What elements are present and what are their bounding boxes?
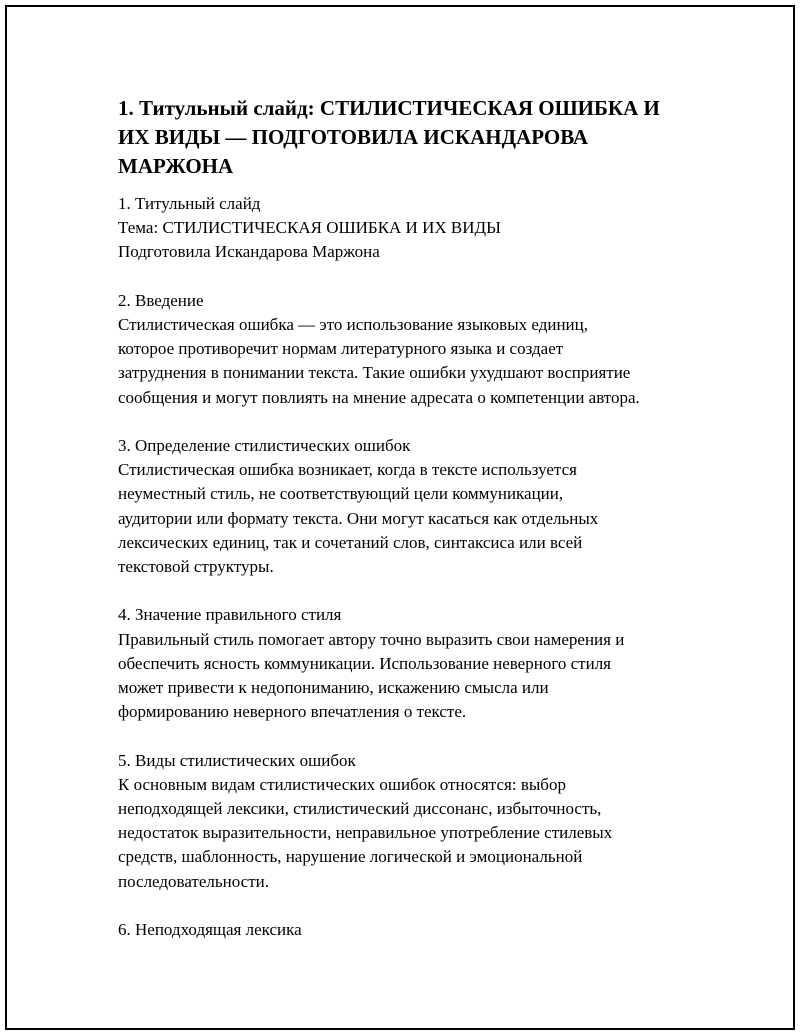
paragraph-line: обеспечить ясность коммуникации. Использование неверного стиля	[118, 653, 611, 673]
section-unsuitable-vocabulary	[118, 918, 698, 942]
paragraph-line: недостаток выразительности, неправильное употребление стилевых	[118, 823, 613, 843]
section-style-importance	[118, 603, 698, 724]
paragraph-line: которое противоречит нормам литературного языка и создает	[118, 339, 564, 359]
section-heading: 1. Титульный слайд	[118, 194, 261, 213]
section-heading: 6. Неподходящая лексика	[118, 920, 302, 940]
section-spacer	[118, 265, 698, 289]
title-line: ИХ ВИДЫ — ПОДГОТОВИЛА ИСКАНДАРОВА	[118, 125, 589, 149]
document-body	[118, 94, 698, 942]
section-heading: 3. Определение стилистических ошибок	[118, 436, 411, 455]
paragraph-line: К основным видам стилистических ошибок относятся: выбор	[118, 774, 566, 794]
paragraph-line: лексических единиц, так и сочетаний слов, синтаксиса или всей	[118, 532, 583, 552]
section-spacer	[118, 894, 698, 918]
paragraph-line: аудитории или формату текста. Они могут касаться как отдельных	[118, 508, 599, 528]
paragraph-line: формированию неверного впечатления о тексте.	[118, 702, 467, 722]
paragraph-line: средств, шаблонность, нарушение логической и эмоциональной	[118, 847, 583, 867]
section-spacer	[118, 724, 698, 748]
document-title	[118, 94, 698, 181]
section-heading: 2. Введение	[118, 290, 204, 310]
section-error-types	[118, 749, 698, 894]
paragraph-line: Подготовила Искандарова Маржона	[118, 242, 380, 262]
paragraph-line: неподходящей лексики, стилистический диссонанс, избыточность,	[118, 799, 602, 819]
section-spacer	[118, 410, 698, 434]
paragraph-line: текстовой структуры.	[118, 557, 274, 577]
title-line: 1. Титульный слайд: СТИЛИСТИЧЕСКАЯ ОШИБКА И	[118, 96, 660, 120]
section-heading: 4. Значение правильного стиля	[118, 605, 342, 625]
paragraph-line: сообщения и могут повлиять на мнение адресата о компетенции автора.	[118, 387, 640, 407]
section-introduction	[118, 289, 698, 410]
paragraph-line: Тема: СТИЛИСТИЧЕСКАЯ ОШИБКА И ИХ ВИДЫ	[118, 218, 501, 238]
paragraph-line: может привести к недопониманию, искажению смысла или	[118, 678, 549, 698]
section-title-slide	[118, 192, 698, 265]
title-line: МАРЖОНА	[118, 154, 234, 178]
paragraph-line: Стилистическая ошибка возникает, когда в тексте используется	[118, 460, 577, 480]
paragraph-line: затруднения в понимании текста. Такие ошибки ухудшают восприятие	[118, 363, 631, 383]
paragraph-line: неуместный стиль, не соответствующий цели коммуникации,	[118, 484, 564, 504]
paragraph-line: Стилистическая ошибка — это использование языковых единиц,	[118, 315, 588, 334]
paragraph-line: Правильный стиль помогает автору точно выразить свои намерения и	[118, 629, 625, 649]
section-spacer	[118, 579, 698, 603]
section-definition	[118, 434, 698, 579]
paragraph-line: последовательности.	[118, 871, 269, 891]
section-heading: 5. Виды стилистических ошибок	[118, 750, 356, 770]
